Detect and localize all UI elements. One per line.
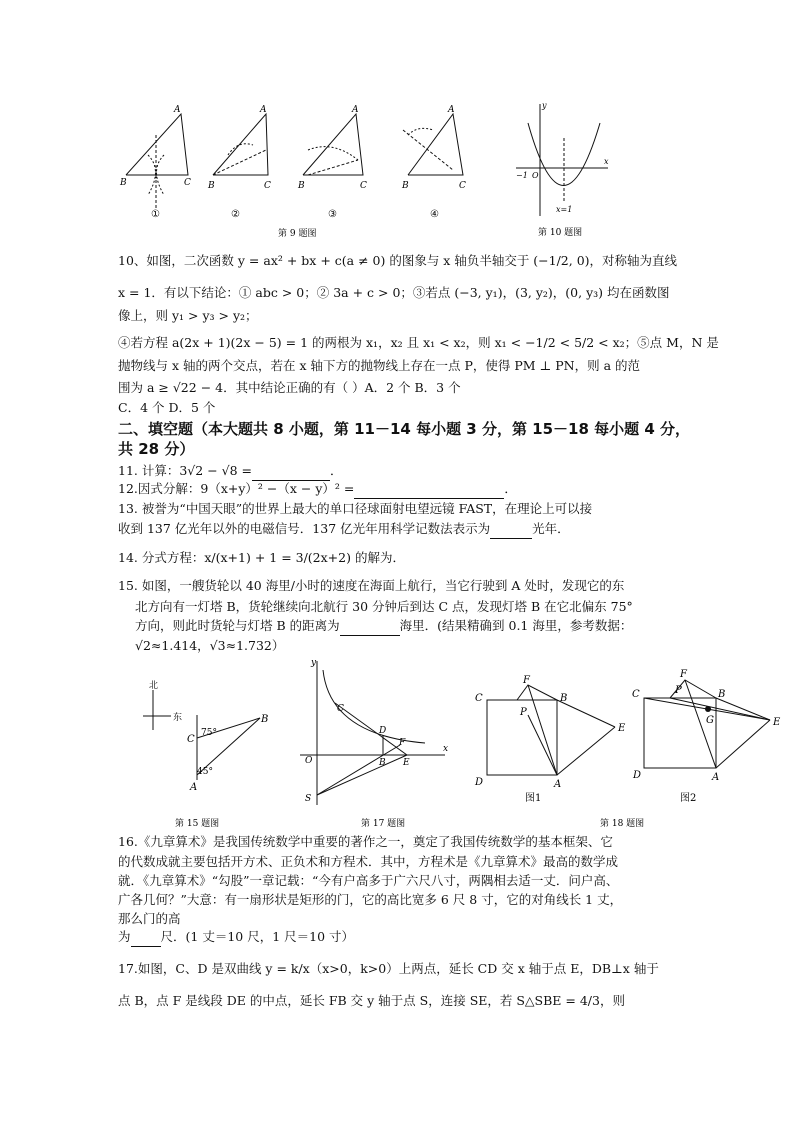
fig18-e2: E [773,717,781,728]
q15-text: 方向，则此时货轮与灯塔 B 的距离为 [135,618,340,633]
q13-blank[interactable] [490,520,532,539]
fig18-title-2: 图2 [680,793,697,804]
q16-line3: 就．《九章算术》“勾股”一章记载：“今有户高多于广六尺八寸，两隅相去适一丈．问户高、 [118,873,619,888]
fig15-c: C [187,734,195,745]
q10-line5: 抛物线与 x 轴的两个交点，若在 x 轴下方的抛物线上存在一点 P，使得 PM ⊥ PN，则 a 的范 [118,358,641,373]
fig17-f: F [399,738,406,748]
q16-line4: 广各几何？”大意：有一扇形状是矩形的门，它的高比宽多 6 尺 8 寸，它的对角线长 1 丈， [118,892,623,907]
fig18-g2: G [706,715,714,726]
fig15-a75: 75° [201,728,217,738]
figure-18 [470,665,790,830]
figure-17 [295,655,455,830]
fig9-label-c3: C [360,181,367,191]
q16-line5: 那么门的高 [118,911,181,926]
fig9-sub-3: ③ [328,209,337,220]
fig9-label-b2: B [208,181,215,191]
q17-line1: 17.如图，C、D 是双曲线 y = k/x（x>0，k>0）上两点，延长 CD 交 x 轴于点 E，DB⊥x 轴于 [118,961,659,976]
fig9-label-b1: B [120,178,127,188]
fig18-title-1: 图1 [525,793,542,804]
fig9-caption: 第 9 题图 [278,229,317,239]
q17-line2: 点 B，点 F 是线段 DE 的中点，延长 FB 交 y 轴于点 S，连接 SE，若 S△SBE = 4/3，则 [118,993,625,1008]
q14: 14. 分式方程：x/(x+1) + 1 = 3/(2x+2) 的解为． [118,550,405,565]
q11 [118,462,678,481]
fig9-label-b3: B [298,181,305,191]
fig9-label-c1: C [184,178,191,188]
fig10-o: O [532,171,539,180]
fig9-sub-1: ① [151,209,160,220]
fig18-a2: A [712,772,720,783]
fig18-a1: A [554,779,562,790]
fig18-f2: F [680,669,687,680]
fig15-caption: 第 15 题图 [175,819,220,829]
fig18-c1: C [475,693,483,704]
q16-line1: 16.《九章算术》是我国传统数学中重要的著作之一，奠定了我国传统数学的基本框架、它 [118,834,613,849]
q12-end: ． [504,481,517,496]
figure-15 [135,680,275,830]
fig17-caption: 第 17 题图 [361,819,406,829]
fig17-c: C [337,704,344,714]
fig10-x: x [604,157,609,166]
fig18-point-g [705,706,711,712]
q11-text: 11. 计算：3√2 − √8 = [118,463,253,478]
q16-blank[interactable] [131,928,161,947]
q12 [118,480,678,499]
fig18-d1: D [475,777,484,788]
fig9-sub-4: ④ [430,209,439,220]
fig18-b1: B [560,693,568,704]
fig9-label-b4: B [402,181,409,191]
fig9-label-a1: A [174,105,181,115]
q12-text: 12.因式分解：9（x+y）² −（x − y）² = [118,481,355,496]
fig18-caption: 第 18 题图 [600,819,645,829]
fig15-a: A [190,782,198,793]
q16-line2: 的代数成就主要包括开方术、正负术和方程术．其中，方程术是《九章算术》最高的数学成 [118,854,619,869]
q10-line7: C．4 个 D．5 个 [118,400,216,415]
fig17-x: x [443,744,449,754]
q15-blank[interactable] [340,617,400,636]
fig18-d2: D [633,770,642,781]
q15-line4: √2≈1.414，√3≈1.732） [135,638,285,653]
q10-line1: 10、如图，二次函数 y = ax² + bx + c(a ≠ 0) 的图象与 x 轴负半轴交于 (−1/2, 0)，对称轴为直线 [118,253,678,268]
q11-end: ． [330,463,343,478]
q16-line6 [118,928,678,947]
fig17-d: D [379,726,387,736]
figure-9 [118,100,498,240]
fig17-e: E [403,758,410,768]
fig17-b: B [379,758,386,768]
q15-line2: 北方向有一灯塔 B，货轮继续向北航行 30 分钟后到达 C 点，发现灯塔 B 在它北偏东 75° [135,599,633,614]
q15-line3 [135,617,695,636]
q13-text: 收到 137 亿光年以外的电磁信号．137 亿光年用科学记数法表示为 [118,521,491,536]
fig18-c2: C [632,689,640,700]
q10-line3: 像上，则 y₁ > y₃ > y₂； [118,308,258,323]
q11-blank[interactable] [252,462,330,481]
fig9-sub-2: ② [231,209,240,220]
section-2-heading-cont: 共 28 分） [118,440,195,458]
q10-line2: x = 1．有以下结论：① abc > 0；② 3a + c > 0；③若点 (−3, y₁)，(3, y₂)，(0, y₃) 均在函数图 [118,285,670,300]
q15-line1: 15. 如图，一艘货轮以 40 海里/小时的速度在海面上航行，当它行驶到 A 处时，发现它的东 [118,578,625,593]
fig15-a45: 45° [197,767,213,777]
fig18-p2: P [675,685,682,696]
fig17-s: S [305,794,312,804]
fig10-caption: 第 10 题图 [538,228,583,238]
q16-text: 为 [118,929,131,944]
q13-end: 光年． [532,521,570,536]
fig9-label-a4: A [448,105,455,115]
q12-blank[interactable] [354,480,504,499]
q16-end: 尺．(1 丈＝10 尺，1 尺＝10 寸） [160,929,355,944]
figure-10 [508,98,618,240]
fig15-east: 东 [173,713,183,723]
fig15-b: B [261,714,269,725]
q10-line4: ④若方程 a(2x + 1)(2x − 5) = 1 的两根为 x₁，x₂ 且 x₁ < x₂，则 x₁ < −1/2 < 5/2 < x₂；⑤点 M，N 是 [118,335,719,350]
fig15-north: 北 [149,681,159,691]
fig18-b2: B [718,689,726,700]
q13-line2 [118,520,678,539]
fig9-label-c4: C [459,181,466,191]
fig9-label-c2: C [264,181,271,191]
fig18-e1: E [618,723,626,734]
q13-line1: 13. 被誉为“中国天眼”的世界上最大的单口径球面射电望远镜 FAST，在理论上可以接 [118,501,593,516]
fig17-o: O [305,756,313,766]
q15-end: 海里．(结果精确到 0.1 海里，参考数据： [399,618,633,633]
fig18-f1: F [523,675,530,686]
fig18-p1: P [520,707,527,718]
fig10-axis: x=1 [556,205,573,214]
fig10-neg1: −1 [516,171,528,180]
fig9-label-a2: A [260,105,267,115]
q10-line6: 围为 a ≥ √22 − 4．其中结论正确的有（ ）A．2 个 B．3 个 [118,380,461,395]
section-2-heading: 二、填空题（本大题共 8 小题，第 11－14 每小题 3 分，第 15－18 每小题 4 分， [118,420,691,438]
fig9-label-a3: A [352,105,359,115]
fig10-y: y [542,101,547,110]
fig17-y: y [311,658,317,668]
